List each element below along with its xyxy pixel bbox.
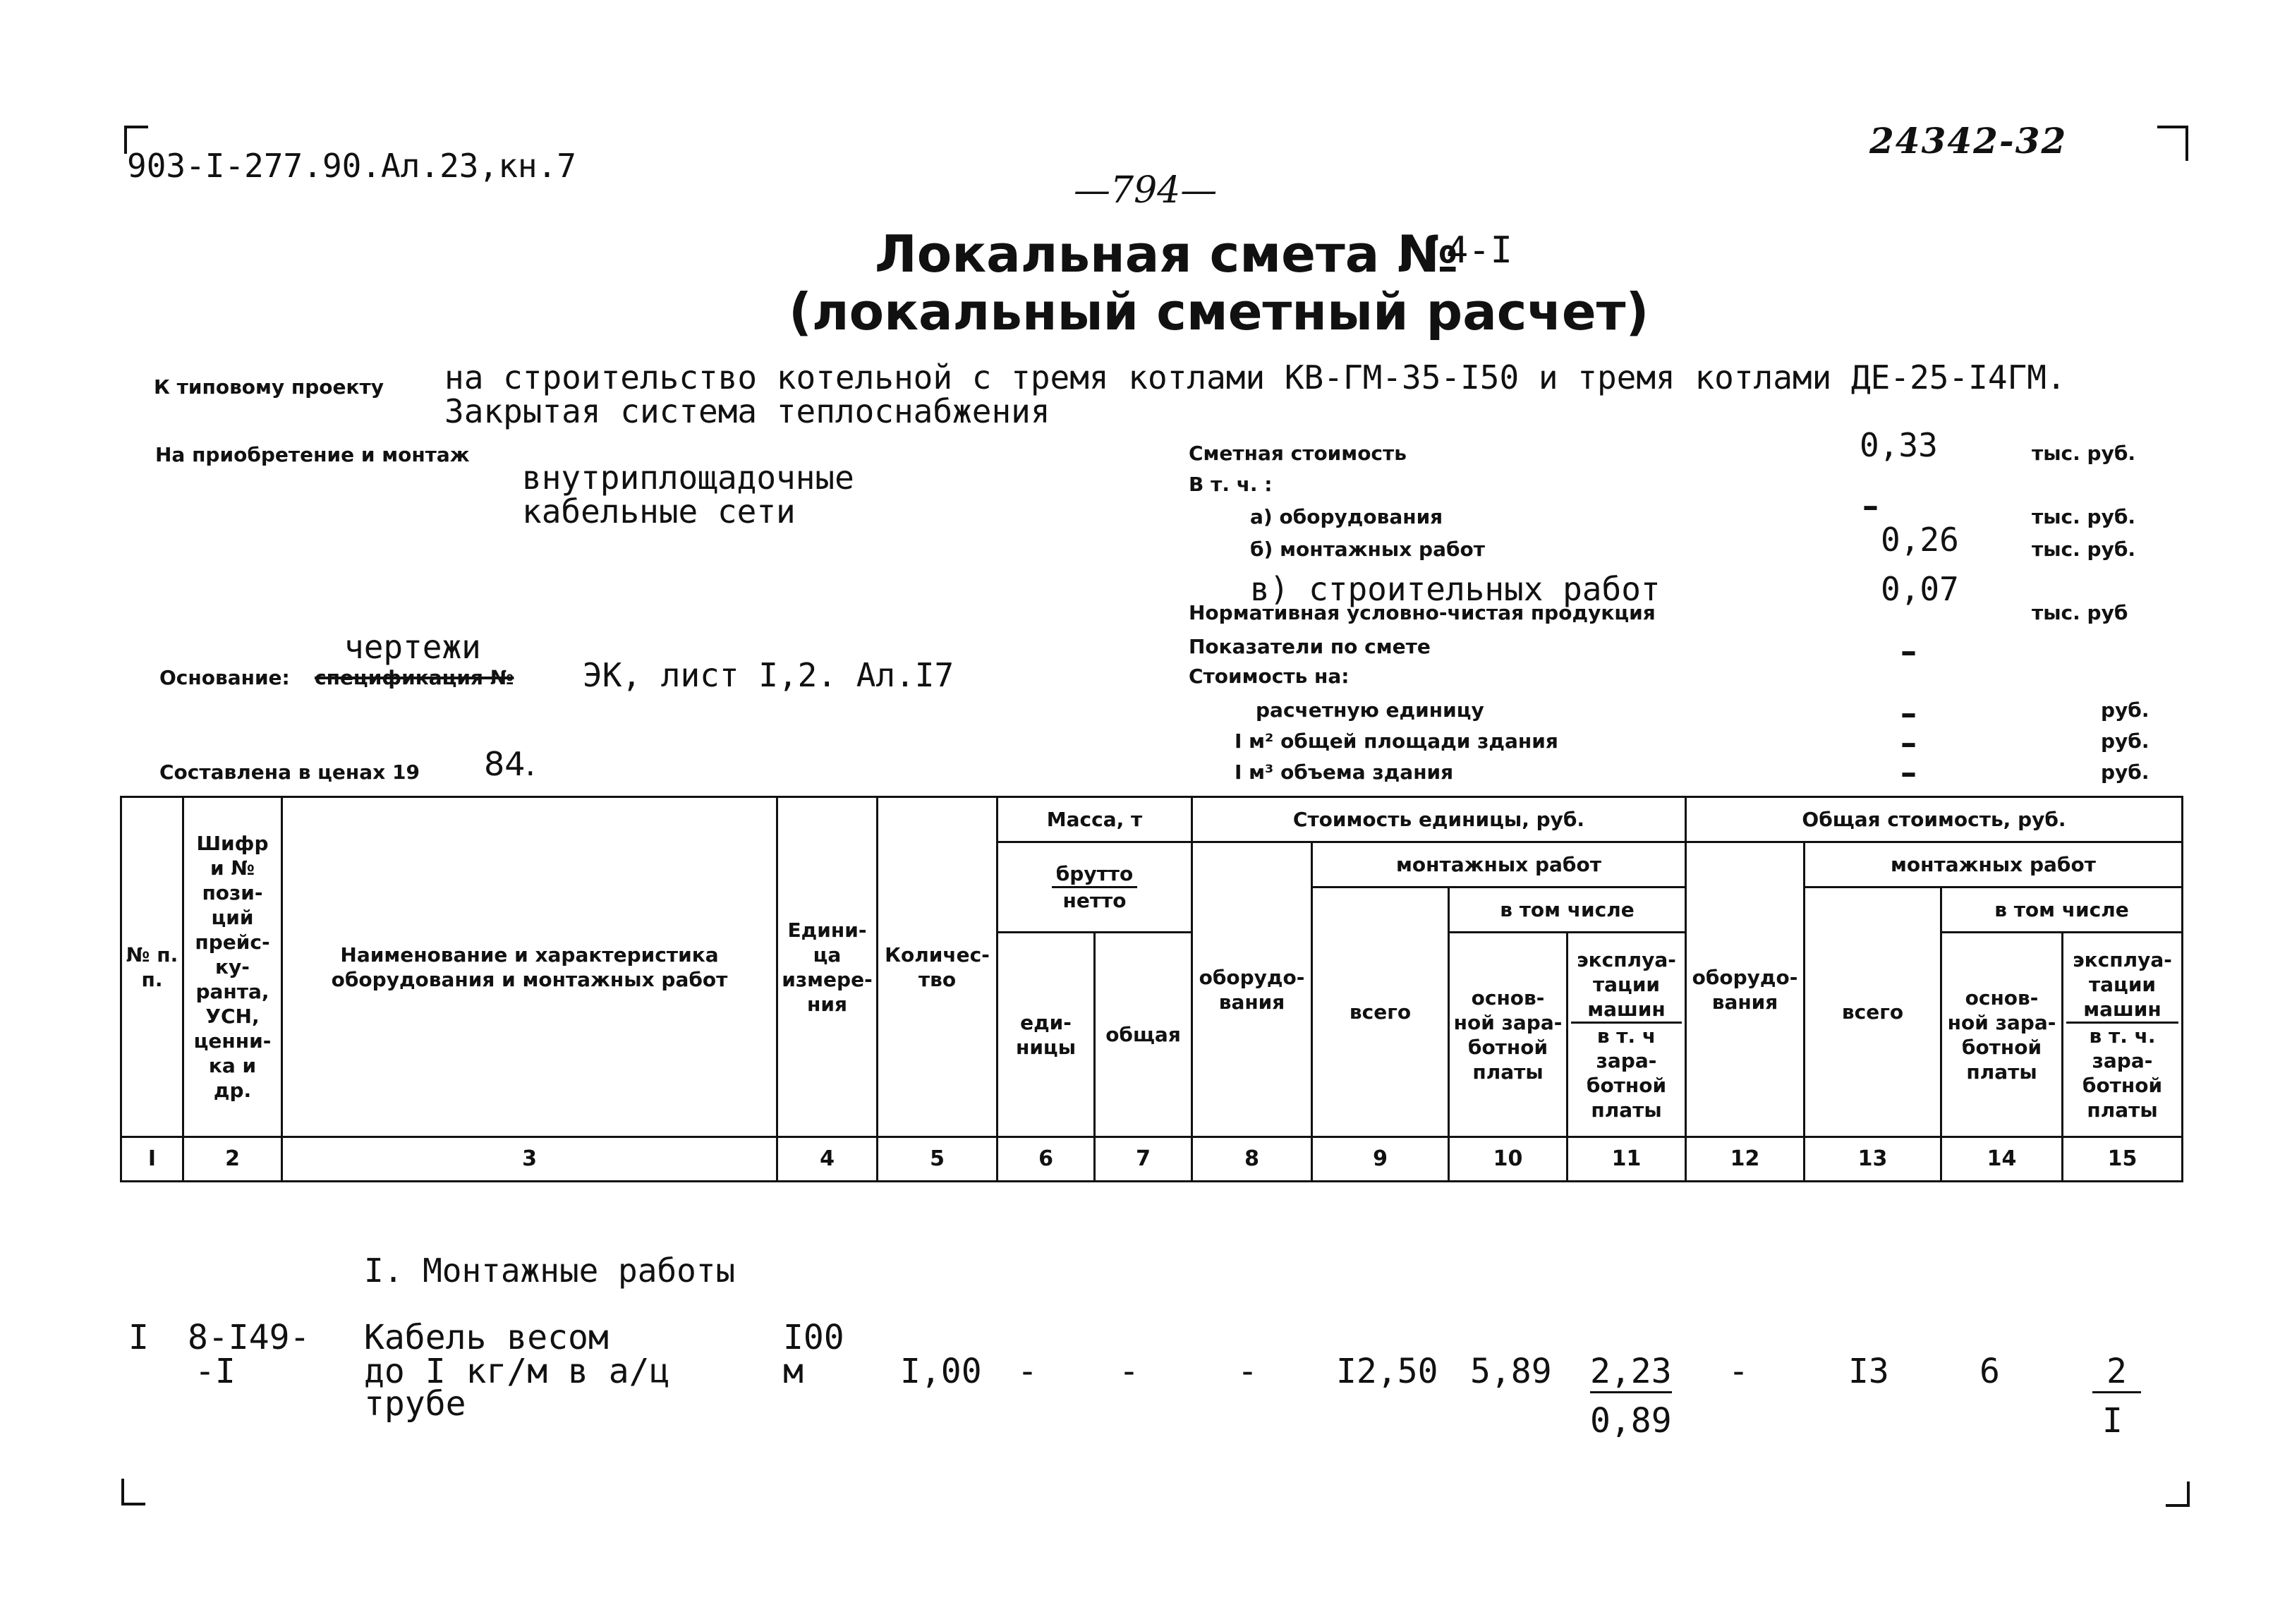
estimated-cost-label: Сметная стоимость	[1189, 442, 1407, 465]
col-number-cell: 3	[282, 1137, 777, 1182]
row-total-machines: 2	[2092, 1352, 2141, 1393]
col-header-code: Шифр и № пози- ций прейс- ку- ранта, УСН, ценни- ка и др.	[183, 797, 282, 1137]
col-header-machines-total	[2063, 933, 2183, 1137]
per-volume-label: I м³ объема здания	[1235, 761, 1454, 784]
page-title: Локальная смета №	[875, 224, 1458, 284]
row-unit-line-2: м	[783, 1352, 804, 1391]
row-mass-unit: -	[1017, 1352, 1038, 1391]
col-number-cell: 9	[1312, 1137, 1449, 1182]
per-unit-value: –	[1900, 694, 1917, 732]
project-line-2: Закрытая система теплоснабжения	[444, 392, 1050, 430]
col-header-base-salary: основ- ной зара- ботной платы	[1449, 933, 1568, 1137]
row-mass-total: -	[1119, 1352, 1139, 1391]
row-machines-salary: 0,89	[1590, 1401, 1672, 1441]
mounting-cost-label: б) монтажных работ	[1250, 538, 1485, 561]
indicators-label: Показатели по смете	[1189, 635, 1431, 658]
row-total-base-salary: 6	[1979, 1352, 2000, 1391]
col-header-mount-works-total: монтажных работ	[1805, 842, 2183, 887]
per-area-value: –	[1900, 724, 1917, 762]
purpose-label: На приобретение и монтаж	[155, 443, 470, 466]
per-volume-unit: руб.	[2101, 761, 2149, 784]
row-total-mount: I3	[1848, 1352, 1889, 1391]
compiled-label: Составлена в ценах 19	[159, 761, 420, 784]
normative-unit: тыс. руб	[2032, 601, 2128, 624]
col-header-number: № п. п.	[121, 797, 183, 1137]
col-number-cell: 5	[878, 1137, 998, 1182]
col-header-unit: Едини- ца измере- ния	[777, 797, 878, 1137]
including-label: В т. ч. :	[1189, 473, 1273, 496]
col-header-quantity: Количес- тво	[878, 797, 998, 1137]
corner-mark-top-right	[2157, 126, 2188, 161]
per-unit-label: расчетную единицу	[1256, 698, 1484, 722]
col-header-including: в том числе	[1449, 887, 1686, 933]
estimated-cost-value: 0,33	[1860, 426, 1938, 464]
basis-value: ЭК, лист I,2. Ал.I7	[583, 656, 954, 694]
row-quantity: I,00	[900, 1352, 982, 1391]
row-equipment-total: -	[1728, 1352, 1749, 1391]
project-label: К типовому проекту	[154, 375, 384, 399]
col-header-mount-all-total: всего	[1805, 887, 1941, 1137]
purpose-line-2: кабельные сети	[522, 492, 796, 531]
equipment-cost-unit: тыс. руб.	[2032, 505, 2136, 528]
per-area-unit: руб.	[2101, 729, 2149, 753]
compiled-year: 84.	[484, 745, 536, 783]
col-number-cell: 13	[1805, 1137, 1941, 1182]
mounting-cost-value: 0,26	[1881, 521, 1959, 559]
purpose-line-1: внутриплощадочные	[522, 459, 854, 497]
per-unit-unit: руб.	[2101, 698, 2149, 722]
col-header-brutto-netto	[998, 842, 1192, 933]
page-number: —794—	[1074, 169, 1218, 212]
row-code-line-1: 8-I49-	[188, 1318, 310, 1357]
machines-salary-label: в т. ч зара- ботной платы	[1586, 1024, 1667, 1122]
col-number-cell: 14	[1941, 1137, 2063, 1182]
col-header-mass-unit: еди- ницы	[998, 933, 1095, 1137]
col-header-mass: Масса, т	[998, 797, 1192, 842]
per-volume-value: –	[1900, 753, 1917, 792]
estimated-cost-unit: тыс. руб.	[2032, 442, 2136, 465]
brutto-label: брутто	[1052, 861, 1138, 888]
normative-label: Нормативная условно-чистая продукция	[1189, 601, 1656, 624]
row-mount-total: I2,50	[1336, 1352, 1438, 1391]
col-header-equipment: оборудо- вания	[1192, 842, 1312, 1137]
row-unit-line-1: I00	[783, 1318, 844, 1357]
equipment-cost-label: а) оборудования	[1250, 505, 1443, 528]
machines-total-label: эксплуа- тации машин	[2066, 947, 2178, 1024]
col-header-equipment-total: оборудо- вания	[1686, 842, 1805, 1137]
row-name-line-1: Кабель весом	[364, 1318, 609, 1357]
row-number: I	[128, 1318, 149, 1357]
row-machines: 2,23	[1590, 1352, 1672, 1393]
col-header-base-salary-total: основ- ной зара- ботной платы	[1941, 933, 2063, 1137]
col-number-cell: I	[121, 1137, 183, 1182]
col-header-machines	[1568, 933, 1686, 1137]
section-title: I. Монтажные работы	[364, 1252, 736, 1290]
col-header-including-total: в том числе	[1941, 887, 2183, 933]
col-number-cell: 12	[1686, 1137, 1805, 1182]
netto-label: нетто	[1062, 889, 1127, 912]
per-area-label: I м² общей площади здания	[1235, 729, 1558, 753]
col-header-name: Наименование и характеристика оборудования и монтажных работ	[282, 797, 777, 1137]
page-subtitle: (локальный сметный расчет)	[789, 282, 1649, 341]
document-code: 903-I-277.90.Ал.23,кн.7	[127, 147, 576, 185]
project-line-1: на строительство котельной с тремя котлами КВ-ГМ-35-I50 и тремя котлами ДЕ-25-I4ГМ.	[444, 358, 2066, 396]
corner-mark-bottom-left	[121, 1479, 145, 1505]
row-base-salary: 5,89	[1470, 1352, 1552, 1391]
col-number-cell: 8	[1192, 1137, 1312, 1182]
col-number-cell: 6	[998, 1137, 1095, 1182]
col-number-cell: 10	[1449, 1137, 1568, 1182]
basis-label: Основание:	[159, 666, 290, 689]
indicators-value: –	[1900, 632, 1917, 670]
estimate-number: 4-I	[1446, 229, 1512, 272]
row-name-line-3: трубе	[364, 1384, 466, 1424]
equipment-cost-value: –	[1862, 487, 1879, 525]
row-name-line-2: до I кг/м в а/ц	[364, 1352, 670, 1391]
col-header-mass-total: общая	[1095, 933, 1192, 1137]
row-equipment-unit: -	[1237, 1352, 1258, 1391]
construction-cost-label: в) строительных работ	[1250, 570, 1661, 608]
mounting-cost-unit: тыс. руб.	[2032, 538, 2136, 561]
col-number-cell: 15	[2063, 1137, 2183, 1182]
basis-handwritten: чертежи	[344, 628, 481, 666]
machines-label: эксплуа- тации машин	[1571, 947, 1682, 1024]
col-header-mount-works: монтажных работ	[1312, 842, 1686, 887]
col-number-cell: 2	[183, 1137, 282, 1182]
basis-crossed-text: спецификация №	[315, 666, 514, 689]
col-number-cell: 11	[1568, 1137, 1686, 1182]
col-number-cell: 4	[777, 1137, 878, 1182]
machines-salary-total-label: в т. ч. зара- ботной платы	[2082, 1024, 2163, 1122]
archive-number: 24342-32	[1869, 120, 2068, 162]
cost-on-label: Стоимость на:	[1189, 665, 1350, 688]
row-total-machines-salary: I	[2102, 1401, 2123, 1441]
col-number-cell: 7	[1095, 1137, 1192, 1182]
col-header-total-cost: Общая стоимость, руб.	[1686, 797, 2183, 842]
col-header-unit-cost: Стоимость единицы, руб.	[1192, 797, 1686, 842]
col-header-mount-all: всего	[1312, 887, 1449, 1137]
corner-mark-bottom-right	[2166, 1481, 2190, 1507]
construction-cost-value: 0,07	[1881, 570, 1959, 608]
estimate-header-table	[120, 796, 2183, 1182]
row-code-line-2: -I	[195, 1352, 236, 1391]
